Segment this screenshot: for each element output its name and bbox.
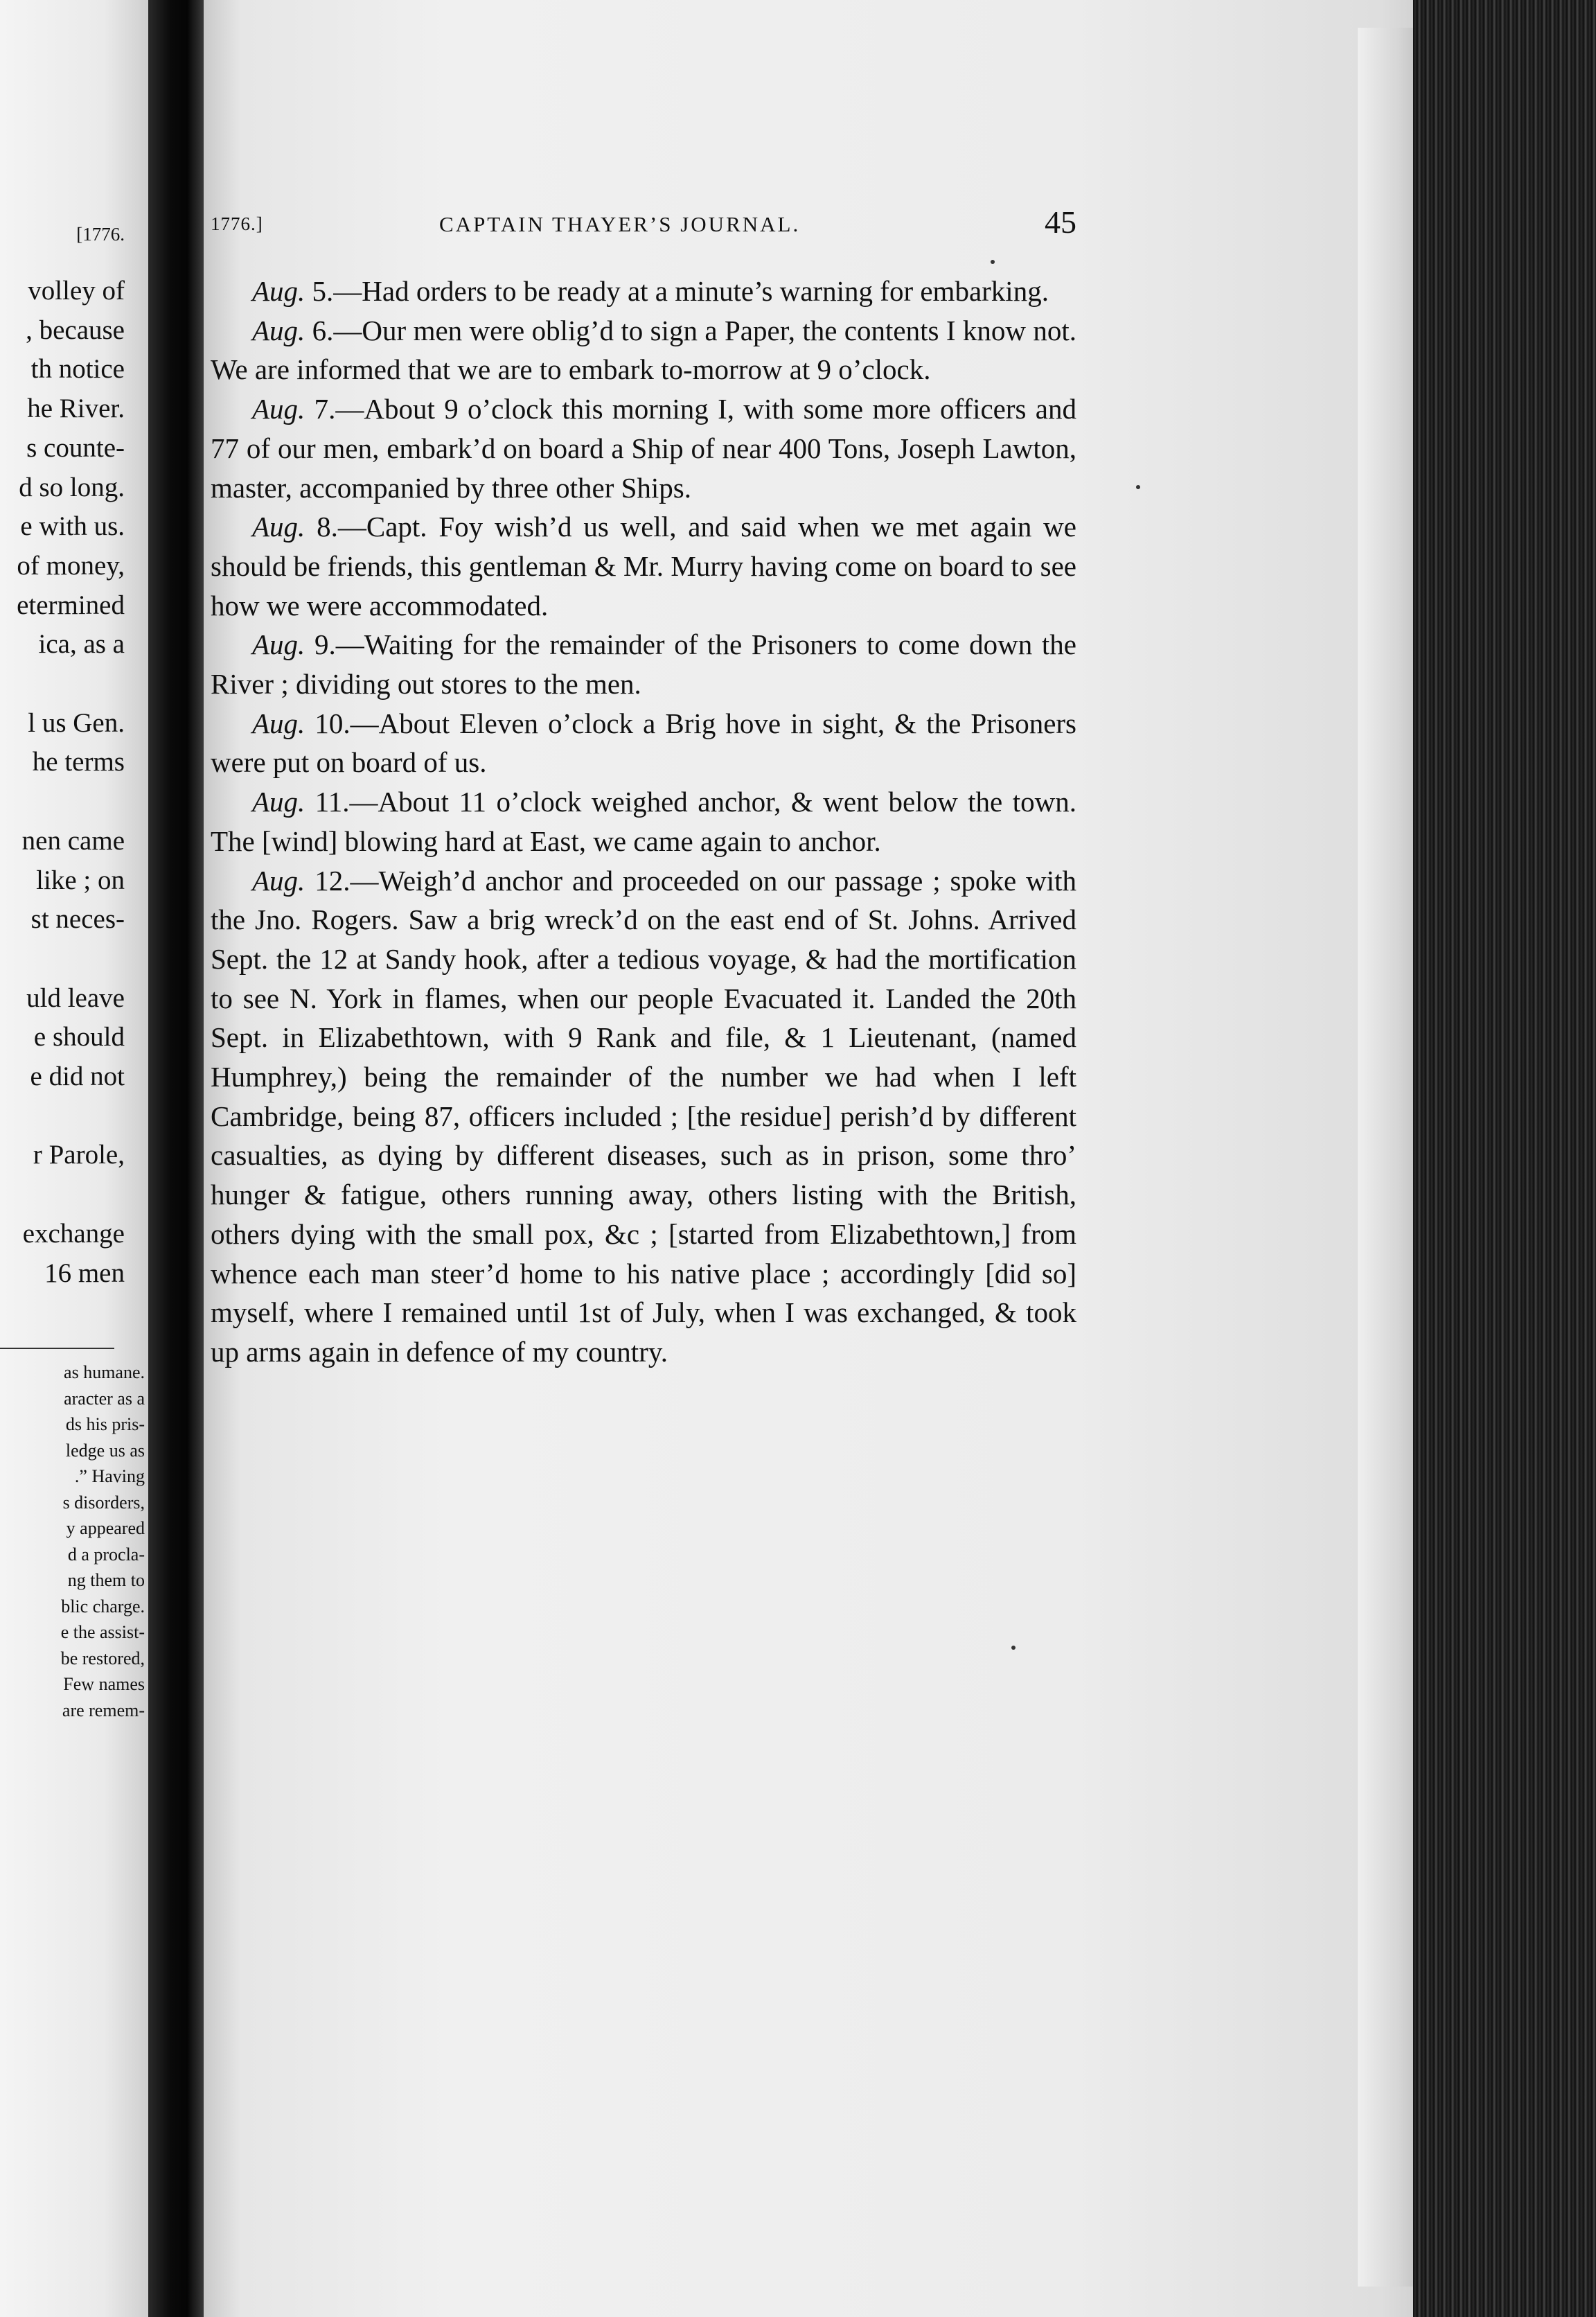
left-footnote-line: ds his pris- [65,1414,145,1434]
left-footnote-line: ledge us as [65,1440,145,1461]
left-page-line [17,664,125,704]
left-page-line: e with us. [20,511,125,542]
left-page-line: , because [26,315,125,345]
left-page-line: nen came [21,825,125,856]
left-page-line: ica, as a [38,629,125,660]
left-page-line: d so long. [19,472,125,502]
left-footnote-line: .” Having [74,1466,145,1486]
left-footnote-line: blic charge. [61,1596,145,1616]
entry-text: 8.—Capt. Foy wish’d us well, and said when we met again we should be friends, this gentleman & Mr. Murry having come on board to see how we were accommodated. [211,511,1076,622]
entry-text: 7.—About 9 o’clock this morning I, with some more officers and 77 of our men, embark’d on board a Ship of near 400 Tons, Joseph Lawton, master, accompanied by three other Ships. [211,393,1076,504]
left-page-line: uld leave [26,983,125,1013]
left-page-line [17,1097,125,1136]
header-year: 1776.] [211,213,263,234]
journal-entry [211,861,1076,1372]
left-page-footnotes [61,1359,145,1723]
entry-text: 6.—Our men were oblig’d to sign a Paper, the contents I know not. We are informed that we are to embark to-morrow at 9 o’clock. [211,314,1076,386]
left-page-line: he River. [27,394,125,424]
left-page-line: etermined [17,590,125,620]
left-footnote-line: Few names [63,1674,145,1694]
journal-entry [211,625,1076,703]
header-title: CAPTAIN THAYER’S JOURNAL. [439,212,801,236]
left-page-line: e should [33,1022,125,1052]
left-page-line: volley of [28,276,125,306]
left-footnote-line: aracter as a [64,1388,145,1409]
journal-entry [211,704,1076,782]
left-footnote-line: are remem- [62,1700,145,1720]
journal-entry [211,272,1076,311]
left-page-line: he terms [32,747,125,777]
left-page-year: [1776. [76,224,125,245]
left-page-line: th notice [30,354,125,385]
journal-entry [211,507,1076,625]
book-edge [1413,0,1596,2317]
journal-entry [211,389,1076,507]
entry-date: Aug. [252,275,305,307]
left-page-line: 16 men [44,1258,125,1288]
left-page-lines [17,272,125,1293]
left-page [0,0,148,2317]
left-footnote-line: e the assist- [60,1622,145,1642]
entry-date: Aug. [252,511,305,543]
left-footnote-line: as humane. [64,1362,145,1382]
left-page-line: exchange [22,1218,125,1249]
journal-body [211,272,1076,1372]
entry-date: Aug. [252,786,305,818]
left-page-line: st neces- [30,904,125,935]
entry-date: Aug. [252,628,305,661]
left-page-line: e did not [30,1061,125,1092]
entry-text: 5.—Had orders to be ready at a minute’s warning for embarking. [305,275,1049,307]
journal-entry [211,782,1076,861]
entry-text: 9.—Waiting for the remainder of the Prisoners to come down the River ; dividing out stores to the men. [211,628,1076,701]
left-page-line: like ; on [36,865,125,895]
left-page-line [17,1175,125,1215]
entry-text: 10.—About Eleven o’clock a Brig hove in sight, & the Prisoners were put on board of us. [211,707,1076,779]
left-page-line: s counte- [26,432,125,463]
left-footnote-line: ng them to [67,1570,145,1590]
paper-speck [991,260,995,264]
book-gutter [148,0,204,2317]
left-page-line [17,782,125,822]
left-footnote-line: be restored, [60,1648,145,1668]
entry-date: Aug. [252,707,305,739]
left-page-line: r Parole, [33,1140,125,1170]
left-page-line: l us Gen. [28,707,125,738]
left-footnote-line: d a procla- [67,1544,145,1565]
page-number: 45 [1045,204,1076,240]
running-header [211,204,1076,249]
left-footnote-line: y appeared [66,1518,145,1538]
left-footnote-line: s disorders, [62,1492,145,1513]
left-page-line: of money, [17,550,125,581]
paper-speck [1136,485,1140,489]
journal-entry [211,311,1076,389]
entry-date: Aug. [252,314,305,346]
paper-speck [1011,1646,1016,1650]
entry-text: 11.—About 11 o’clock weighed anchor, & went below the town. The [wind] blowing hard at East, we came again to anchor. [211,786,1076,857]
entry-text: 12.—Weigh’d anchor and proceeded on our passage ; spoke with the Jno. Rogers. Saw a brig wreck’d on the east end of St. Johns. Arrived Sept. the 12 at Sandy hook, after a tedious voyage, & had the mortification to see N. York in flames, when our people Evacuated it. Landed the 20th Sept. in Elizabethtown, with 9 Rank and file, & 1 Lieutenant, (named Humphrey,) being the remainder of the number we had when I left Cambridge, being 87, officers included ; [the residue] perish’d by different casualties, as dying by different diseases, such as in prison, some thro’ hunger & fatigue, others running away, others listing with the British, others dying with the small pox, &c ; [started from Elizabethtown,] from whence each man steer’d home to his native place ; accordingly [did so] myself, where I remained until 1st of July, when I was exchanged, & took up arms again in defence of my country. [211,864,1076,1368]
entry-date: Aug. [252,393,305,425]
left-footnote-rule [0,1348,114,1349]
left-page-line [17,940,125,979]
entry-date: Aug. [252,864,305,897]
